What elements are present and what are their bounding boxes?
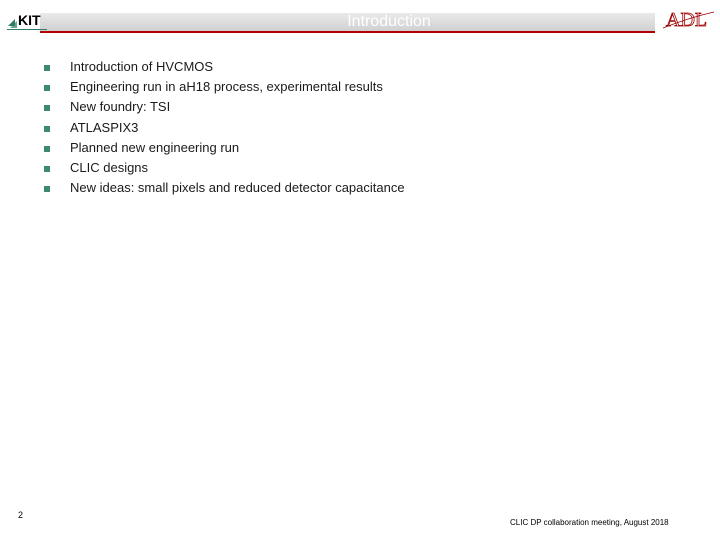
list-item [40, 77, 405, 97]
list-item [40, 57, 405, 77]
list-item-text: ATLASPIX3 [70, 119, 139, 135]
list-item [40, 118, 405, 138]
bullet-icon [44, 105, 50, 111]
footer-text: CLIC DP collaboration meeting, August 2018 [510, 518, 669, 527]
list-item-text: CLIC designs [70, 159, 149, 175]
slide-header [0, 0, 720, 40]
page-number: 2 [18, 510, 24, 520]
list-item [40, 178, 405, 198]
bullet-icon [44, 146, 50, 152]
list-item-text: New ideas: small pixels and reduced detector capacitance [70, 180, 405, 196]
list-item-text: Planned new engineering run [70, 139, 240, 155]
list-item-text: Introduction of HVCMOS [70, 59, 214, 74]
list-item-text: Engineering run in aH18 process, experimental results [70, 79, 383, 95]
list-item [40, 158, 405, 178]
svg-text:KIT: KIT [18, 12, 41, 28]
bullet-icon [44, 65, 50, 71]
slide-title: Introduction [347, 13, 431, 30]
list-item [40, 138, 405, 158]
adl-logo [660, 6, 716, 34]
agenda-list [40, 57, 405, 198]
bullet-icon [44, 166, 50, 172]
list-item [40, 97, 405, 117]
bullet-icon [44, 85, 50, 91]
list-item-text: New foundry: TSI [70, 99, 171, 115]
adl-logo-icon [660, 6, 716, 34]
svg-text:ADL: ADL [666, 9, 708, 31]
bullet-icon [44, 126, 50, 132]
bullet-icon [44, 186, 50, 192]
